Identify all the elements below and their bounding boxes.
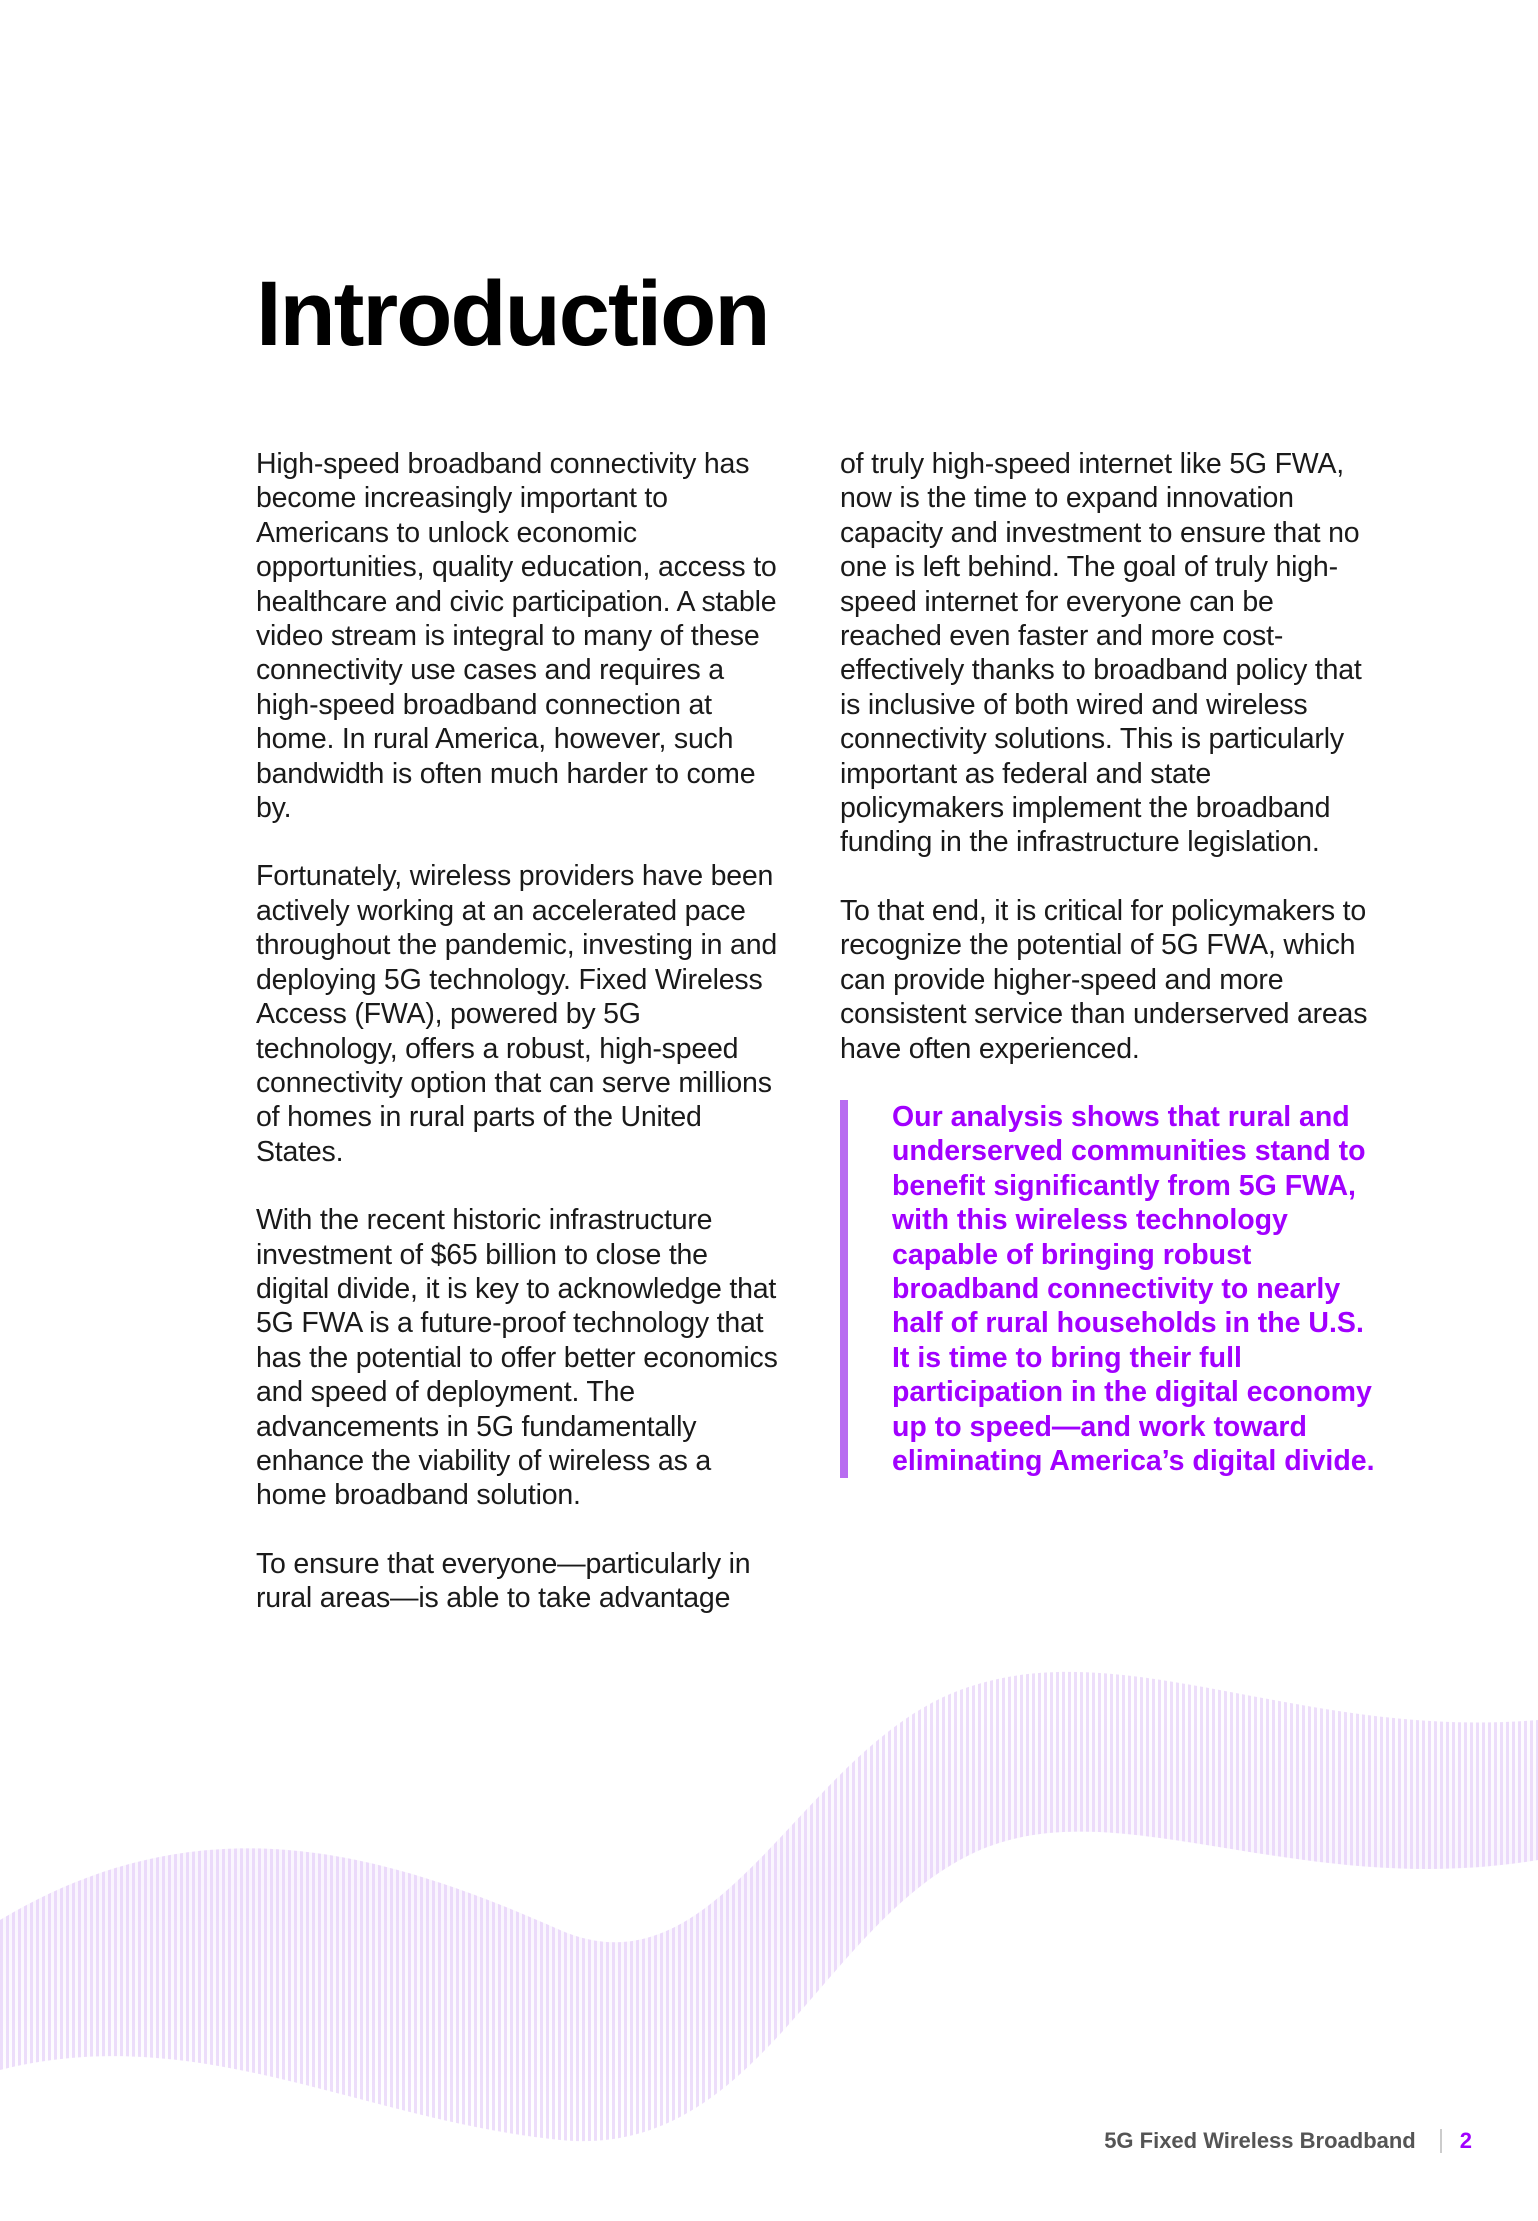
paragraph: High-speed broadband connectivity has become increasingly important to Americans to unlock economic opportunities, quality education, access to healthcare and civic participation. A stable video stream is integral to many of these connectivity use cases and requires a high-speed broadband connection at home. In rural America, however, such bandwidth is often much harder to come by. [256, 448, 777, 825]
footer-divider [1440, 2129, 1442, 2153]
page-number: 2 [1459, 2128, 1472, 2153]
page-footer [1104, 2128, 1472, 2154]
right-column [840, 447, 1375, 1478]
paragraph: of truly high-speed internet like 5G FWA, now is the time to expand innovation capacity and investment to ensure that no one is left behind. The goal of truly high-speed internet for everyone can be reached even faster and more cost-effectively thanks to broadband policy that is inclusive of both wired and wireless connectivity solutions. This is particularly important as federal and state policymakers implement the broadband funding in the infrastructure legislation. [840, 448, 1362, 859]
paragraph: With the recent historic infrastructure investment of $65 billion to close the digital divide, it is key to acknowledge that 5G FWA is a future-proof technology that has the potential to offer better economics and speed of deployment. The advancements in 5G fundamentally enhance the viability of wireless as a home broadband solution. [256, 1204, 778, 1512]
paragraph: To ensure that everyone—particularly in rural areas—is able to take advantage [256, 1547, 751, 1615]
paragraph: To that end, it is critical for policymakers to recognize the potential of 5G FWA, which can provide higher-speed and more consistent service than underserved areas have often experienced. [840, 894, 1368, 1065]
page-title: Introduction [256, 263, 769, 365]
footer-document-title: 5G Fixed Wireless Broadband [1104, 2128, 1416, 2153]
pull-quote [840, 1100, 1382, 1478]
left-column [256, 447, 786, 1650]
paragraph: Fortunately, wireless providers have been actively working at an accelerated pace throughout the pandemic, investing in and deploying 5G technology. Fixed Wireless Access (FWA), powered by 5G technology, offers a robust, high-speed connectivity option that can serve millions of homes in rural parts of the United States. [256, 860, 777, 1168]
pull-quote-text: Our analysis shows that rural and underserved communities stand to benefit significantly from 5G FWA, with this wireless technology capable of bringing robust broadband connectivity to nearly half of rural households in the U.S. It is time to bring their full participation in the digital economy up to speed—and work toward eliminating America’s digital divide. [892, 1100, 1375, 1477]
